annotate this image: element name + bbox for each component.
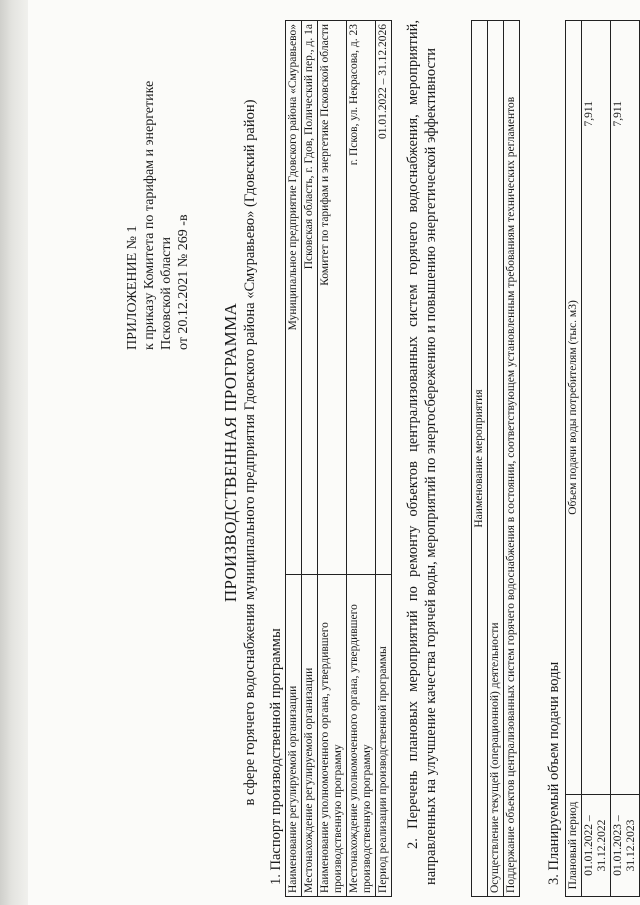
measures-header: Наименование мероприятия [472, 21, 488, 897]
appendix-block [124, 20, 192, 350]
passport-key: Местонахождение уполномоченного органа, утвердившего производственную программу [347, 575, 376, 897]
table-row [611, 21, 640, 897]
appendix-title: ПРИЛОЖЕНИЕ № 1 [125, 225, 140, 350]
table-row [318, 21, 347, 897]
table-header-row [566, 21, 582, 897]
period-cell: 01.01.2022 – 31.12.2022 [582, 795, 611, 897]
document-subtitle: в сфере горячего водоснабжения муниципального предприятия Гдовского района «Смуравьево» (Гдовский район) [242, 99, 258, 806]
passport-value: 01.01.2022 – 31.12.2026 [376, 21, 392, 575]
table-row [347, 21, 376, 897]
table-header-row [472, 21, 488, 897]
section3-heading: 3. Планируемый объем подачи воды [546, 661, 562, 885]
passport-value: г. Псков, ул. Некрасова, д. 23 [347, 21, 376, 575]
section1-heading: 1. Паспорт производственной программы [268, 628, 284, 885]
table-row [504, 21, 520, 897]
appendix-order-line: к приказу Комитета по тарифам и энергетике [142, 80, 157, 350]
measures-table [471, 20, 520, 897]
appendix-date-line: от 20.12.2021 № 269 -в [176, 214, 191, 350]
table-row [582, 21, 611, 897]
volume-table [565, 20, 640, 897]
passport-value: Псковская область, г. Гдов, Полический пер., д. 1а [302, 21, 318, 575]
appendix-region-line: Псковской области [159, 236, 174, 350]
document-title: ПРОИЗВОДСТВЕННАЯ ПРОГРАММА [221, 302, 240, 603]
passport-key: Период реализации производственной программы [376, 575, 392, 897]
passport-key: Наименование уполномоченного органа, утвердившего производственную программу [318, 575, 347, 897]
measure-item: Поддержание объектов централизованных систем горячего водоснабжения в состоянии, соответствующем установленным требованиям технических регламентов [504, 21, 520, 897]
passport-table [285, 20, 392, 897]
volume-column-header: Объем подачи воды потребителям (тыс. м3) [566, 21, 582, 795]
document-page [28, 0, 640, 905]
table-row [286, 21, 302, 897]
volume-cell: 7,911 [611, 21, 640, 795]
passport-value: Комитет по тарифам и энергетике Псковской области [318, 21, 347, 575]
passport-key: Местонахождение регулируемой организации [302, 575, 318, 897]
table-row [488, 21, 504, 897]
table-row [376, 21, 392, 897]
volume-cell: 7,911 [582, 21, 611, 795]
scan-edge [0, 0, 30, 905]
measure-item: Осуществление текущей (операционной) деятельности [488, 21, 504, 897]
period-column-header: Плановый период [566, 795, 582, 897]
passport-value: Муниципальное предприятие Гдовского района «Смуравьево» [286, 21, 302, 575]
table-row [302, 21, 318, 897]
section2-text: 2. Перечень плановых мероприятий по ремонту объектов централизованных систем горячего водоснабжения, мероприятий, направленных на улучшение качества горячей воды, мероприятий по энергосбережению и повышению энергетической эффективности [405, 20, 439, 885]
passport-key: Наименование регулируемой организации [286, 575, 302, 897]
period-cell: 01.01.2023 – 31.12.2023 [611, 795, 640, 897]
rotated-page-content [28, 0, 640, 905]
